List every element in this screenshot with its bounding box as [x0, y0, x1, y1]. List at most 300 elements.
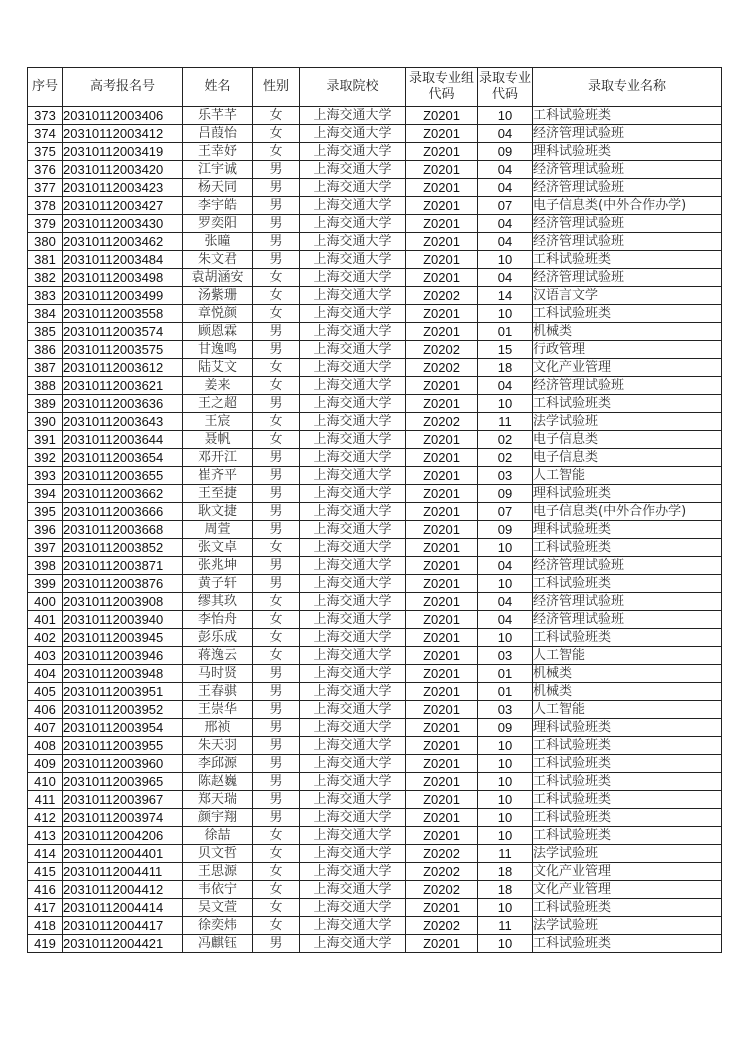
row-sid: 20310112003499	[63, 287, 183, 305]
row-no: 392	[28, 449, 63, 467]
row-group-code: Z0201	[406, 665, 478, 683]
row-major-code: 10	[478, 899, 533, 917]
row-name: 王宸	[183, 413, 253, 431]
row-name: 陈赵巍	[183, 773, 253, 791]
row-sid: 20310112003954	[63, 719, 183, 737]
row-sid: 20310112003558	[63, 305, 183, 323]
row-group-code: Z0201	[406, 125, 478, 143]
row-group-code: Z0201	[406, 593, 478, 611]
row-major-name: 人工智能	[533, 701, 722, 719]
table-row	[28, 107, 722, 125]
row-group-code: Z0201	[406, 179, 478, 197]
row-no: 388	[28, 377, 63, 395]
row-group-code: Z0201	[406, 305, 478, 323]
row-major-code: 11	[478, 413, 533, 431]
table-row	[28, 683, 722, 701]
table-row	[28, 917, 722, 935]
row-sex: 女	[253, 359, 300, 377]
table-row	[28, 737, 722, 755]
row-major-name: 机械类	[533, 323, 722, 341]
row-major-name: 文化产业管理	[533, 881, 722, 899]
row-name: 汤紫珊	[183, 287, 253, 305]
row-major-code: 01	[478, 323, 533, 341]
row-school: 上海交通大学	[300, 233, 406, 251]
row-sid: 20310112003498	[63, 269, 183, 287]
row-group-code: Z0201	[406, 467, 478, 485]
row-group-code: Z0202	[406, 287, 478, 305]
row-major-code: 10	[478, 737, 533, 755]
row-name: 蒋逸云	[183, 647, 253, 665]
row-sid: 20310112003612	[63, 359, 183, 377]
row-sid: 20310112003419	[63, 143, 183, 161]
row-sid: 20310112004411	[63, 863, 183, 881]
row-major-name: 工科试验班类	[533, 935, 722, 953]
row-sex: 男	[253, 755, 300, 773]
row-sid: 20310112003621	[63, 377, 183, 395]
row-group-code: Z0201	[406, 611, 478, 629]
table-body	[28, 107, 722, 953]
row-name: 郑天瑞	[183, 791, 253, 809]
row-school: 上海交通大学	[300, 359, 406, 377]
row-no: 379	[28, 215, 63, 233]
table-row	[28, 179, 722, 197]
row-sex: 女	[253, 899, 300, 917]
row-no: 394	[28, 485, 63, 503]
header-group-code: 录取专业组代码	[406, 68, 478, 107]
row-group-code: Z0201	[406, 755, 478, 773]
row-school: 上海交通大学	[300, 521, 406, 539]
row-major-name: 法学试验班	[533, 845, 722, 863]
row-group-code: Z0201	[406, 107, 478, 125]
row-sex: 女	[253, 881, 300, 899]
row-major-name: 经济管理试验班	[533, 377, 722, 395]
row-school: 上海交通大学	[300, 917, 406, 935]
row-sex: 男	[253, 341, 300, 359]
row-sex: 男	[253, 665, 300, 683]
table-row	[28, 305, 722, 323]
row-major-code: 18	[478, 359, 533, 377]
table-row	[28, 701, 722, 719]
row-sex: 女	[253, 413, 300, 431]
row-major-name: 工科试验班类	[533, 395, 722, 413]
row-sid: 20310112003940	[63, 611, 183, 629]
row-sex: 女	[253, 629, 300, 647]
table-row	[28, 935, 722, 953]
table-row	[28, 161, 722, 179]
row-sid: 20310112003945	[63, 629, 183, 647]
row-name: 聂帆	[183, 431, 253, 449]
row-no: 398	[28, 557, 63, 575]
table-row	[28, 611, 722, 629]
row-group-code: Z0201	[406, 395, 478, 413]
row-no: 376	[28, 161, 63, 179]
row-name: 韦依宁	[183, 881, 253, 899]
row-major-code: 11	[478, 845, 533, 863]
row-no: 389	[28, 395, 63, 413]
row-school: 上海交通大学	[300, 629, 406, 647]
row-group-code: Z0202	[406, 917, 478, 935]
row-major-code: 09	[478, 143, 533, 161]
table-row	[28, 215, 722, 233]
row-group-code: Z0201	[406, 431, 478, 449]
row-major-name: 理科试验班类	[533, 143, 722, 161]
row-sex: 女	[253, 305, 300, 323]
table-row	[28, 467, 722, 485]
row-school: 上海交通大学	[300, 575, 406, 593]
row-sex: 女	[253, 827, 300, 845]
row-group-code: Z0201	[406, 935, 478, 953]
row-no: 390	[28, 413, 63, 431]
row-no: 393	[28, 467, 63, 485]
row-sid: 20310112004417	[63, 917, 183, 935]
row-major-code: 15	[478, 341, 533, 359]
row-major-code: 10	[478, 251, 533, 269]
table-row	[28, 197, 722, 215]
row-major-code: 10	[478, 791, 533, 809]
row-sid: 20310112003666	[63, 503, 183, 521]
row-name: 李怡舟	[183, 611, 253, 629]
row-school: 上海交通大学	[300, 485, 406, 503]
header-sex: 性别	[253, 68, 300, 107]
row-sid: 20310112003406	[63, 107, 183, 125]
row-major-name: 工科试验班类	[533, 251, 722, 269]
table-row	[28, 827, 722, 845]
table-row	[28, 719, 722, 737]
row-school: 上海交通大学	[300, 881, 406, 899]
row-sid: 20310112003655	[63, 467, 183, 485]
row-no: 396	[28, 521, 63, 539]
row-sid: 20310112003420	[63, 161, 183, 179]
row-major-code: 04	[478, 125, 533, 143]
row-no: 416	[28, 881, 63, 899]
header-sid: 高考报名号	[63, 68, 183, 107]
row-name: 王之超	[183, 395, 253, 413]
row-major-name: 经济管理试验班	[533, 557, 722, 575]
row-group-code: Z0201	[406, 899, 478, 917]
row-major-code: 04	[478, 611, 533, 629]
row-school: 上海交通大学	[300, 683, 406, 701]
row-school: 上海交通大学	[300, 773, 406, 791]
row-school: 上海交通大学	[300, 791, 406, 809]
row-school: 上海交通大学	[300, 287, 406, 305]
row-sex: 女	[253, 917, 300, 935]
row-major-code: 01	[478, 665, 533, 683]
row-sex: 男	[253, 557, 300, 575]
table-row	[28, 773, 722, 791]
table-row	[28, 881, 722, 899]
table-row	[28, 755, 722, 773]
row-sex: 女	[253, 431, 300, 449]
row-major-name: 电子信息类(中外合作办学)	[533, 197, 722, 215]
row-sid: 20310112003960	[63, 755, 183, 773]
row-name: 罗奕阳	[183, 215, 253, 233]
row-name: 邢祯	[183, 719, 253, 737]
row-sid: 20310112004414	[63, 899, 183, 917]
row-no: 413	[28, 827, 63, 845]
row-major-code: 18	[478, 863, 533, 881]
row-major-code: 07	[478, 197, 533, 215]
header-name: 姓名	[183, 68, 253, 107]
row-school: 上海交通大学	[300, 701, 406, 719]
row-no: 397	[28, 539, 63, 557]
row-school: 上海交通大学	[300, 269, 406, 287]
row-school: 上海交通大学	[300, 413, 406, 431]
row-school: 上海交通大学	[300, 737, 406, 755]
row-no: 406	[28, 701, 63, 719]
row-school: 上海交通大学	[300, 935, 406, 953]
row-group-code: Z0201	[406, 557, 478, 575]
row-no: 414	[28, 845, 63, 863]
row-no: 400	[28, 593, 63, 611]
row-major-name: 人工智能	[533, 467, 722, 485]
row-major-code: 18	[478, 881, 533, 899]
row-major-name: 理科试验班类	[533, 521, 722, 539]
row-major-name: 电子信息类(中外合作办学)	[533, 503, 722, 521]
row-sid: 20310112003974	[63, 809, 183, 827]
row-major-name: 电子信息类	[533, 449, 722, 467]
row-sid: 20310112003484	[63, 251, 183, 269]
row-school: 上海交通大学	[300, 611, 406, 629]
row-name: 缪其玖	[183, 593, 253, 611]
row-sid: 20310112003948	[63, 665, 183, 683]
row-school: 上海交通大学	[300, 215, 406, 233]
row-sid: 20310112003575	[63, 341, 183, 359]
row-name: 张曈	[183, 233, 253, 251]
row-major-name: 工科试验班类	[533, 539, 722, 557]
row-major-name: 机械类	[533, 665, 722, 683]
row-group-code: Z0201	[406, 161, 478, 179]
row-school: 上海交通大学	[300, 827, 406, 845]
table-row	[28, 269, 722, 287]
row-major-name: 工科试验班类	[533, 107, 722, 125]
table-row	[28, 521, 722, 539]
row-group-code: Z0201	[406, 575, 478, 593]
row-major-code: 01	[478, 683, 533, 701]
row-major-code: 04	[478, 233, 533, 251]
row-sid: 20310112003574	[63, 323, 183, 341]
row-sid: 20310112004206	[63, 827, 183, 845]
row-sid: 20310112003955	[63, 737, 183, 755]
row-school: 上海交通大学	[300, 539, 406, 557]
row-no: 409	[28, 755, 63, 773]
table-row	[28, 557, 722, 575]
row-sex: 男	[253, 251, 300, 269]
row-no: 385	[28, 323, 63, 341]
row-major-code: 03	[478, 647, 533, 665]
row-major-code: 14	[478, 287, 533, 305]
admission-table	[27, 67, 722, 953]
row-sid: 20310112003946	[63, 647, 183, 665]
row-sex: 男	[253, 215, 300, 233]
row-school: 上海交通大学	[300, 161, 406, 179]
row-school: 上海交通大学	[300, 449, 406, 467]
row-no: 401	[28, 611, 63, 629]
row-no: 419	[28, 935, 63, 953]
row-major-name: 理科试验班类	[533, 719, 722, 737]
row-sid: 20310112004421	[63, 935, 183, 953]
row-major-code: 09	[478, 521, 533, 539]
row-sid: 20310112003643	[63, 413, 183, 431]
row-name: 李邱源	[183, 755, 253, 773]
row-name: 颜宇翔	[183, 809, 253, 827]
header-major-name: 录取专业名称	[533, 68, 722, 107]
row-major-name: 文化产业管理	[533, 359, 722, 377]
row-sid: 20310112003951	[63, 683, 183, 701]
row-major-code: 10	[478, 575, 533, 593]
row-major-name: 工科试验班类	[533, 755, 722, 773]
table-row	[28, 647, 722, 665]
table-row	[28, 359, 722, 377]
row-sid: 20310112004401	[63, 845, 183, 863]
row-sid: 20310112003908	[63, 593, 183, 611]
row-no: 399	[28, 575, 63, 593]
row-major-name: 经济管理试验班	[533, 233, 722, 251]
table-row	[28, 287, 722, 305]
row-group-code: Z0202	[406, 881, 478, 899]
row-major-code: 10	[478, 107, 533, 125]
row-major-name: 理科试验班类	[533, 485, 722, 503]
row-name: 顾恩霖	[183, 323, 253, 341]
row-name: 王思源	[183, 863, 253, 881]
row-no: 403	[28, 647, 63, 665]
row-sex: 男	[253, 161, 300, 179]
row-name: 吕葭怡	[183, 125, 253, 143]
row-sex: 女	[253, 611, 300, 629]
row-major-name: 经济管理试验班	[533, 125, 722, 143]
table-row	[28, 449, 722, 467]
row-major-name: 经济管理试验班	[533, 269, 722, 287]
row-no: 375	[28, 143, 63, 161]
row-school: 上海交通大学	[300, 809, 406, 827]
row-major-code: 10	[478, 773, 533, 791]
table-header-row	[28, 68, 722, 107]
row-sex: 男	[253, 233, 300, 251]
row-sex: 男	[253, 809, 300, 827]
table-row	[28, 413, 722, 431]
row-name: 吴文萱	[183, 899, 253, 917]
row-group-code: Z0201	[406, 197, 478, 215]
row-group-code: Z0201	[406, 503, 478, 521]
row-name: 朱文君	[183, 251, 253, 269]
table-row	[28, 575, 722, 593]
row-school: 上海交通大学	[300, 863, 406, 881]
row-major-code: 10	[478, 395, 533, 413]
row-sex: 男	[253, 521, 300, 539]
row-sid: 20310112003952	[63, 701, 183, 719]
row-no: 378	[28, 197, 63, 215]
table-row	[28, 431, 722, 449]
row-no: 382	[28, 269, 63, 287]
row-sex: 女	[253, 377, 300, 395]
row-sex: 男	[253, 485, 300, 503]
row-sid: 20310112004412	[63, 881, 183, 899]
row-sex: 男	[253, 737, 300, 755]
row-major-name: 人工智能	[533, 647, 722, 665]
row-major-name: 机械类	[533, 683, 722, 701]
row-name: 徐喆	[183, 827, 253, 845]
table-row	[28, 233, 722, 251]
table-row	[28, 485, 722, 503]
row-name: 马时贤	[183, 665, 253, 683]
row-no: 395	[28, 503, 63, 521]
row-group-code: Z0202	[406, 845, 478, 863]
table-row	[28, 125, 722, 143]
row-no: 407	[28, 719, 63, 737]
row-name: 徐奕炜	[183, 917, 253, 935]
row-name: 陆艾文	[183, 359, 253, 377]
row-group-code: Z0202	[406, 413, 478, 431]
row-major-name: 工科试验班类	[533, 629, 722, 647]
row-no: 404	[28, 665, 63, 683]
row-group-code: Z0201	[406, 485, 478, 503]
row-school: 上海交通大学	[300, 503, 406, 521]
row-sex: 女	[253, 845, 300, 863]
row-sex: 男	[253, 701, 300, 719]
row-name: 乐芊芊	[183, 107, 253, 125]
row-sid: 20310112003427	[63, 197, 183, 215]
table-row	[28, 395, 722, 413]
row-major-name: 工科试验班类	[533, 737, 722, 755]
table-row	[28, 323, 722, 341]
row-sex: 女	[253, 125, 300, 143]
row-no: 408	[28, 737, 63, 755]
header-no: 序号	[28, 68, 63, 107]
row-major-code: 10	[478, 755, 533, 773]
row-no: 418	[28, 917, 63, 935]
row-name: 王崇华	[183, 701, 253, 719]
row-school: 上海交通大学	[300, 143, 406, 161]
table-row	[28, 503, 722, 521]
row-no: 377	[28, 179, 63, 197]
row-no: 405	[28, 683, 63, 701]
row-name: 耿文捷	[183, 503, 253, 521]
row-sid: 20310112003876	[63, 575, 183, 593]
row-school: 上海交通大学	[300, 431, 406, 449]
table-row	[28, 539, 722, 557]
row-group-code: Z0201	[406, 683, 478, 701]
row-no: 383	[28, 287, 63, 305]
row-sex: 男	[253, 467, 300, 485]
row-name: 姜来	[183, 377, 253, 395]
row-name: 甘逸鸣	[183, 341, 253, 359]
row-sex: 女	[253, 647, 300, 665]
header-major-code: 录取专业代码	[478, 68, 533, 107]
table-row	[28, 341, 722, 359]
row-name: 崔齐平	[183, 467, 253, 485]
row-no: 415	[28, 863, 63, 881]
row-sex: 男	[253, 197, 300, 215]
row-sex: 男	[253, 179, 300, 197]
row-no: 381	[28, 251, 63, 269]
row-no: 391	[28, 431, 63, 449]
row-no: 373	[28, 107, 63, 125]
row-major-name: 行政管理	[533, 341, 722, 359]
row-sex: 男	[253, 449, 300, 467]
row-major-name: 工科试验班类	[533, 809, 722, 827]
row-major-code: 09	[478, 719, 533, 737]
row-sex: 男	[253, 791, 300, 809]
row-major-name: 经济管理试验班	[533, 179, 722, 197]
row-major-code: 04	[478, 161, 533, 179]
row-school: 上海交通大学	[300, 305, 406, 323]
row-major-name: 工科试验班类	[533, 575, 722, 593]
row-major-name: 经济管理试验班	[533, 593, 722, 611]
row-no: 374	[28, 125, 63, 143]
table-row	[28, 899, 722, 917]
row-school: 上海交通大学	[300, 125, 406, 143]
row-group-code: Z0201	[406, 521, 478, 539]
row-sex: 女	[253, 269, 300, 287]
